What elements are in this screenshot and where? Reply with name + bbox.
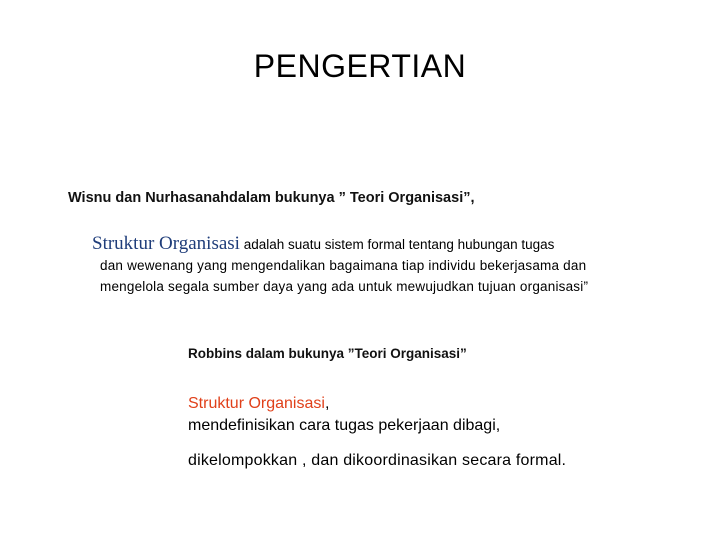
quote2-definition	[188, 393, 688, 472]
quote1-line1: adalah suatu sistem formal tentang hubungan tugas	[243, 237, 555, 252]
quote2-line2: mendefinisikan cara tugas pekerjaan dibagi,	[188, 417, 501, 434]
slide-title: PENGERTIAN	[253, 48, 467, 84]
quote1-term: Struktur Organisasi	[92, 233, 240, 254]
quote2-term-suffix: ,	[324, 395, 330, 412]
quote1-line3: mengelola segala sumber daya yang ada untuk mewujudkan tujuan organisasi”	[100, 279, 589, 294]
quote1-source: Wisnu dan Nurhasanahdalam bukunya ” Teori Organisasi”,	[68, 190, 475, 206]
quote1-line2: dan wewenang yang mengendalikan bagaimana tiap individu bekerjasama dan	[100, 258, 587, 273]
quote2-term: Struktur Organisasi	[188, 395, 325, 412]
quote2-source: Robbins dalam bukunya ”Teori Organisasi”	[188, 346, 467, 361]
quote1-definition	[92, 233, 692, 297]
quote2-line3: dikelompokkan , dan dikoordinasikan secara formal.	[188, 452, 567, 469]
